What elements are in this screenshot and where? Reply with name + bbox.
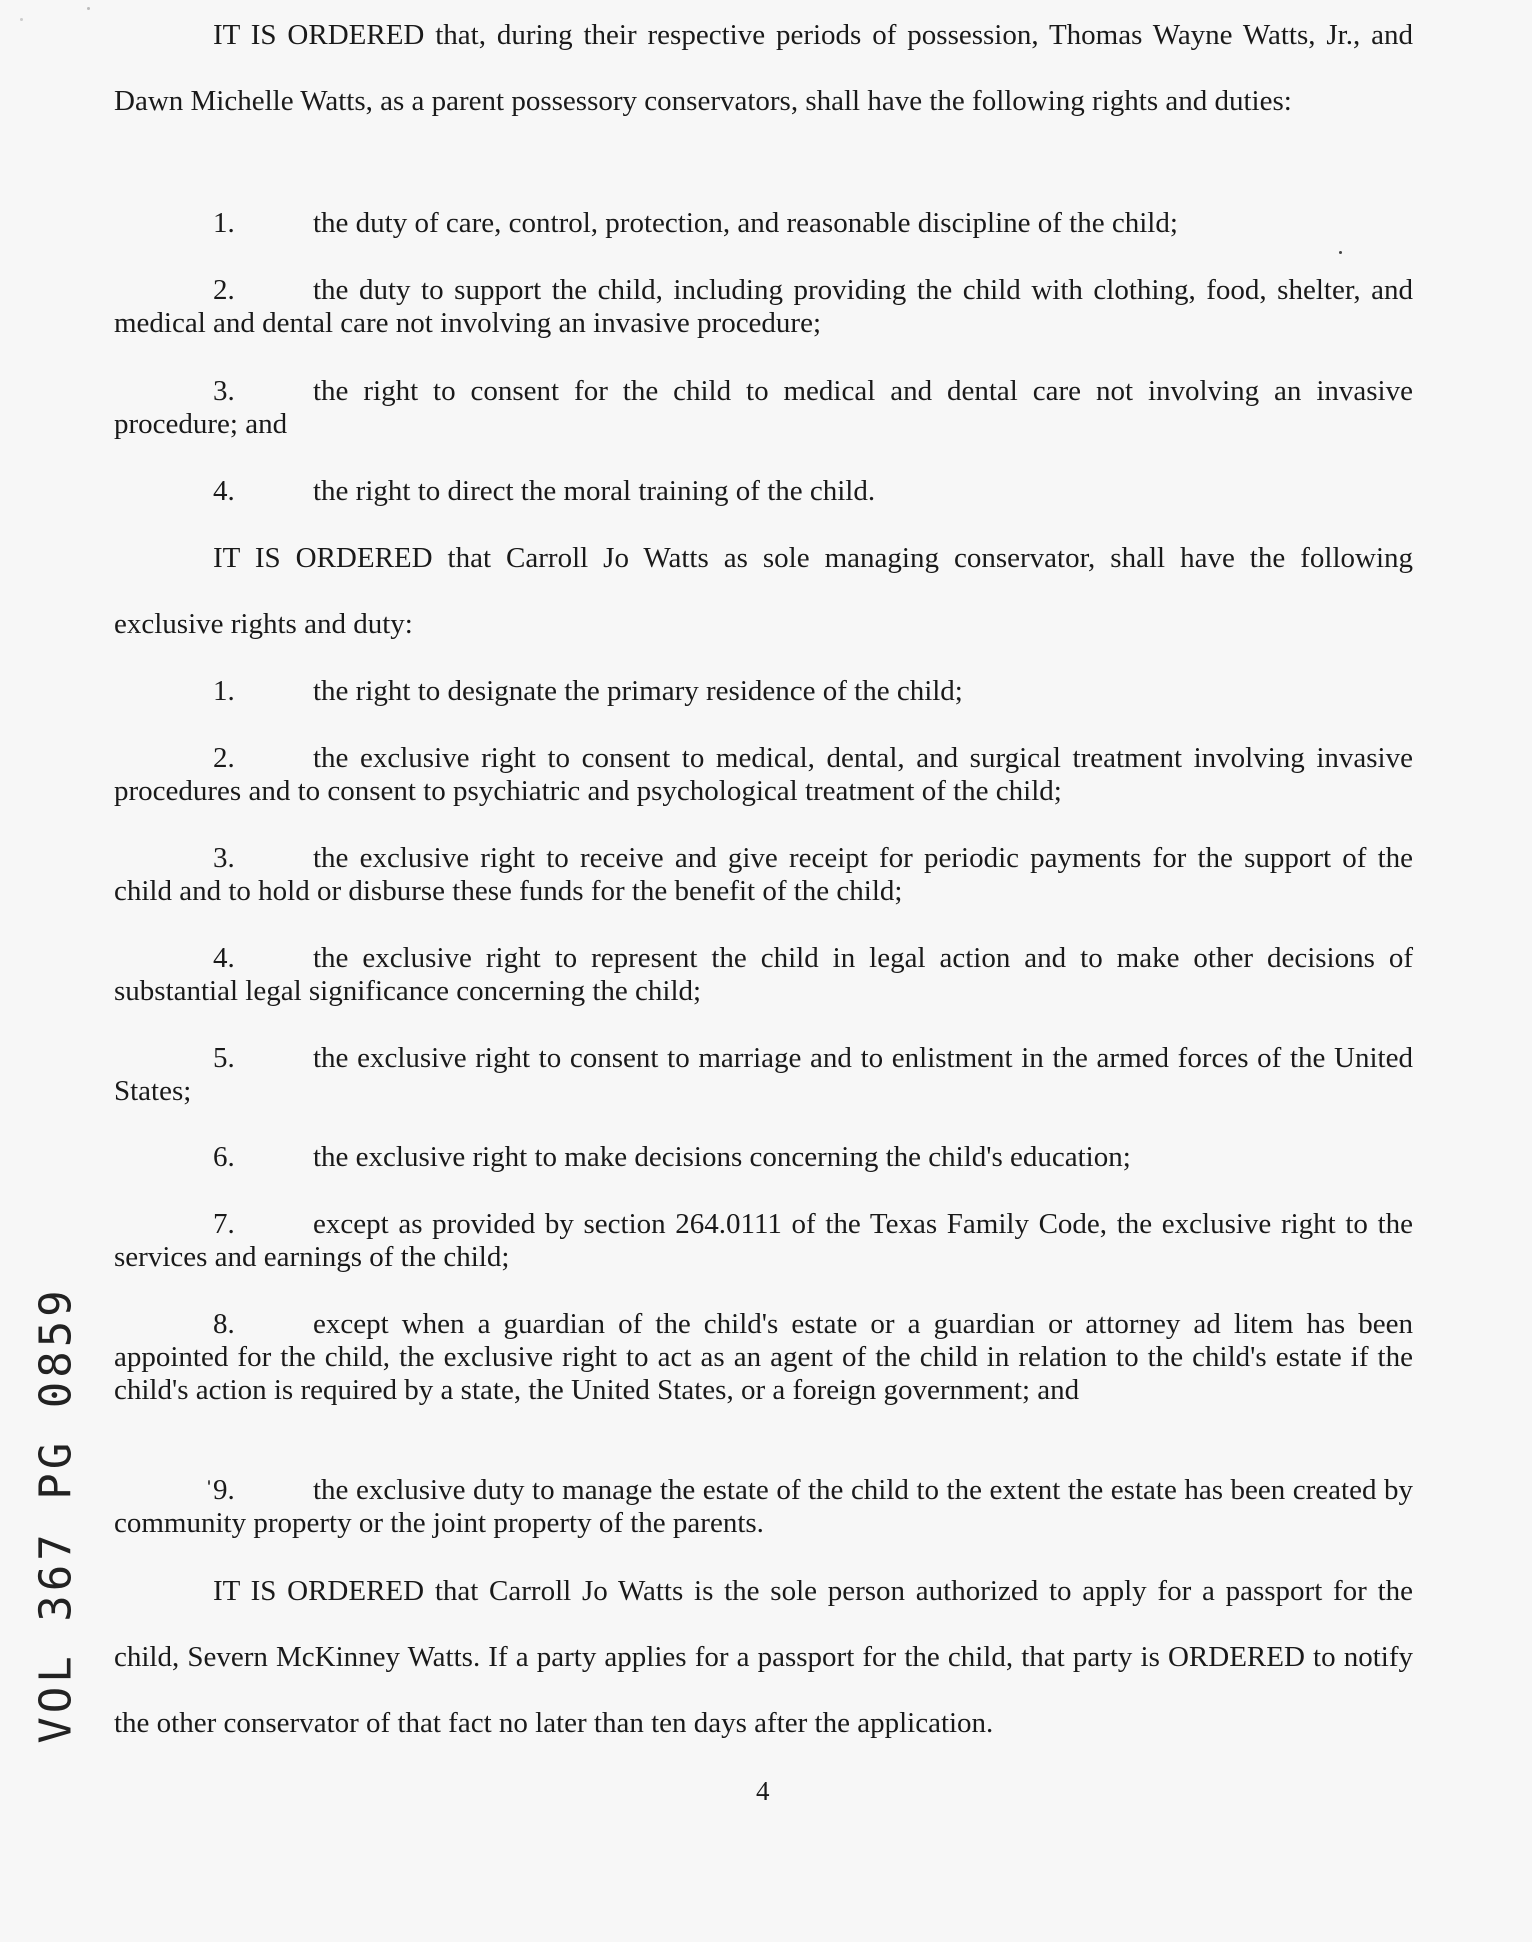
paragraph-possessory-intro [114, 2, 1413, 134]
item-number: 6. [213, 1141, 235, 1173]
item-text: except when a guardian of the child's estate or a guardian or attorney ad litem has been appointed for the child, the exclusive right to act as an agent of the child in relation to the child's estate if the child's action is required by a state, the United States, or a foreign government; and [114, 1308, 1413, 1406]
paragraph-managing-intro [114, 525, 1413, 657]
item-number: 4. [213, 475, 235, 507]
item-text: the right to consent for the child to medical and dental care not involving an invasive procedure; and [114, 375, 1413, 440]
item-number: 8. [213, 1308, 235, 1340]
item-number: 3. [213, 375, 235, 407]
item-number: 5. [213, 1042, 235, 1074]
paragraph-passport [114, 1558, 1413, 1756]
item-number: 3. [213, 842, 235, 874]
item-number: 2. [213, 742, 235, 774]
list-item-managing-4 [114, 942, 1413, 1008]
list-item-managing-7 [114, 1208, 1413, 1274]
item-text: except as provided by section 264.0111 of the Texas Family Code, the exclusive right to the services and earnings of the child; [114, 1208, 1413, 1273]
list-item-managing-6 [213, 1141, 1131, 1174]
item-number: 2. [213, 274, 235, 306]
list-item-possessory-4 [213, 475, 875, 508]
list-item-possessory-3 [114, 375, 1413, 441]
page-number: 4 [756, 1776, 770, 1806]
list-item-possessory-2 [114, 274, 1413, 340]
item-number: 1. [213, 675, 235, 707]
paragraph-text: IT IS ORDERED that Carroll Jo Watts is the sole person authorized to apply for a passport for the child, Severn McKinney Watts. If a party applies for a passport for the child, that party is ORDERED to notify the other conservator of that fact no later than ten days after the application. [114, 1575, 1413, 1739]
margin-volume-stamp [26, 1286, 86, 1744]
list-item-managing-1 [213, 675, 963, 708]
list-item-managing-2 [114, 742, 1413, 808]
scan-speck [208, 1480, 210, 1485]
item-text: the exclusive right to consent to medical, dental, and surgical treatment involving invasive procedures and to consent to psychiatric and psychological treatment of the child; [114, 742, 1413, 807]
list-item-managing-5 [114, 1042, 1413, 1108]
item-number: 7. [213, 1208, 235, 1240]
item-text: the duty of care, control, protection, and reasonable discipline of the child; [313, 207, 1178, 239]
paragraph-text: IT IS ORDERED that Carroll Jo Watts as sole managing conservator, shall have the following exclusive rights and duty: [114, 542, 1413, 640]
item-text: the exclusive duty to manage the estate of the child to the extent the estate has been created by community property or the joint property of the parents. [114, 1474, 1413, 1539]
list-item-managing-9 [114, 1474, 1413, 1540]
scan-speck [87, 7, 90, 10]
item-text: the exclusive right to represent the child in legal action and to make other decisions of substantial legal significance concerning the child; [114, 942, 1413, 1007]
list-item-managing-3 [114, 842, 1413, 908]
item-text: the duty to support the child, including providing the child with clothing, food, shelter, and medical and dental care not involving an invasive procedure; [114, 274, 1413, 339]
item-text: the right to designate the primary residence of the child; [313, 675, 963, 707]
stamp-text: VOL 367 PG 0859 [30, 1286, 82, 1744]
paragraph-text: IT IS ORDERED that, during their respective periods of possession, Thomas Wayne Watts, Jr., and Dawn Michelle Watts, as a parent possessory conservators, shall have the following rights and duties: [114, 19, 1413, 117]
list-item-possessory-1 [213, 207, 1178, 240]
item-text: the exclusive right to receive and give receipt for periodic payments for the support of the child and to hold or disburse these funds for the benefit of the child; [114, 842, 1413, 907]
scan-speck [1339, 251, 1342, 254]
item-text: the exclusive right to consent to marriage and to enlistment in the armed forces of the United States; [114, 1042, 1413, 1107]
list-item-managing-8 [114, 1308, 1413, 1407]
item-number: 9. [213, 1474, 235, 1506]
item-text: the exclusive right to make decisions concerning the child's education; [313, 1141, 1131, 1173]
scan-speck [20, 18, 23, 21]
item-number: 4. [213, 942, 235, 974]
item-text: the right to direct the moral training of the child. [313, 475, 876, 507]
item-number: 1. [213, 207, 235, 239]
